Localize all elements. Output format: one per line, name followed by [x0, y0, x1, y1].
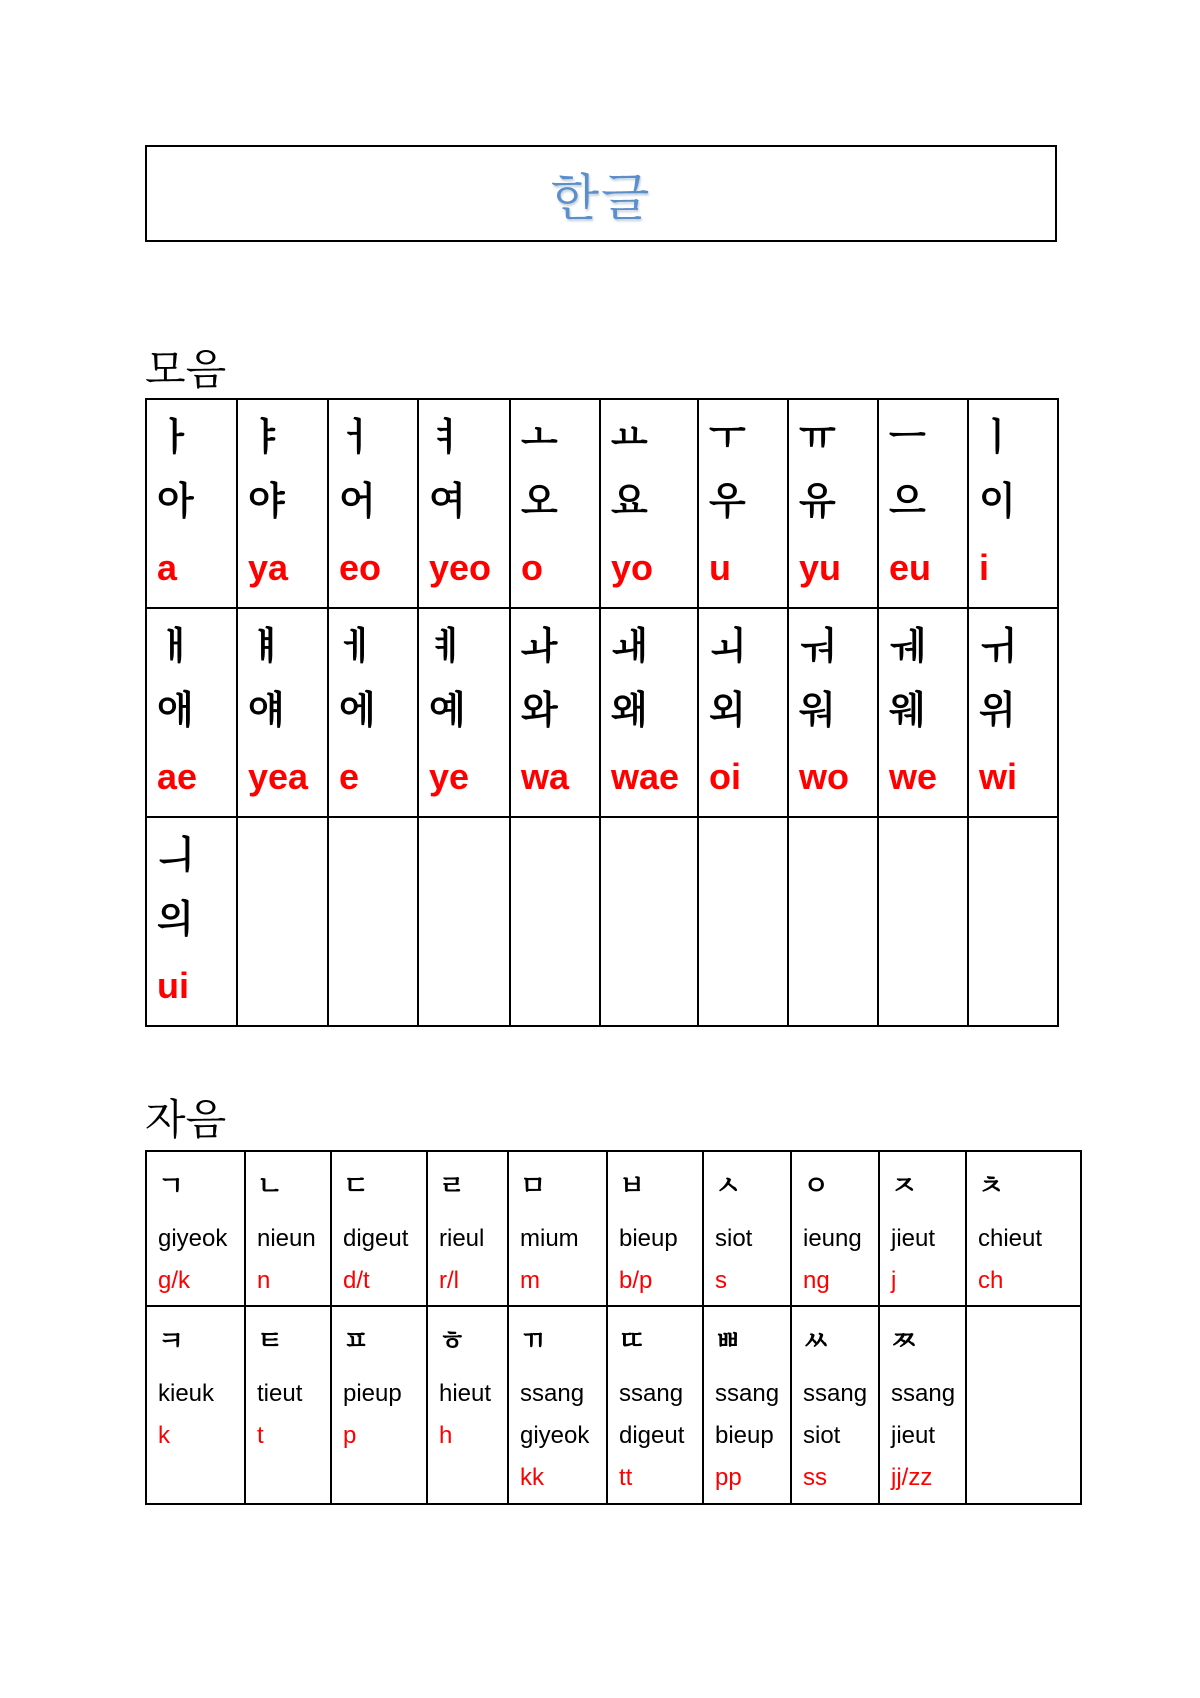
vowel-cell — [510, 608, 600, 817]
vowels-table — [145, 398, 1059, 1027]
consonant-romanization: g/k — [158, 1267, 191, 1294]
vowel-cell — [788, 399, 878, 608]
consonant-cell — [966, 1151, 1081, 1306]
consonant-cell — [146, 1306, 245, 1504]
vowel-jamo: ㅢ — [157, 833, 194, 877]
consonant-cell — [331, 1306, 427, 1504]
consonant-name: ssang — [803, 1380, 868, 1407]
consonant-jamo: ㄲ — [520, 1326, 547, 1357]
consonant-name: nieun — [257, 1225, 316, 1252]
consonant-jamo: ㄷ — [343, 1171, 370, 1202]
vowel-syllable: 의 — [157, 897, 194, 941]
vowel-cell — [788, 817, 878, 1026]
vowel-syllable — [611, 896, 697, 942]
consonant-name: giyeok — [158, 1225, 228, 1252]
vowel-syllable: 여 — [429, 479, 466, 523]
consonant-romanization: ng — [803, 1267, 830, 1294]
consonant-name: kieuk — [158, 1380, 215, 1407]
consonant-romanization: s — [715, 1267, 727, 1294]
vowel-cell — [146, 608, 237, 817]
consonant-name: ssang — [891, 1380, 956, 1407]
vowel-jamo: ㅣ — [979, 415, 1016, 459]
vowel-jamo: ㅓ — [339, 415, 376, 459]
vowel-cell — [968, 608, 1058, 817]
vowel-syllable: 예 — [429, 688, 466, 732]
consonant-cell — [245, 1151, 331, 1306]
consonant-jamo: ㅂ — [619, 1171, 646, 1202]
vowel-cell — [237, 817, 328, 1026]
vowel-jamo: ㅒ — [248, 624, 285, 668]
vowel-cell — [968, 399, 1058, 608]
consonant-romanization: j — [891, 1267, 897, 1294]
vowel-cell — [600, 817, 698, 1026]
vowel-jamo: ㅖ — [429, 624, 466, 668]
consonant-name: rieul — [439, 1225, 485, 1252]
vowel-jamo: ㅡ — [889, 415, 926, 459]
vowel-syllable: 이 — [979, 479, 1016, 523]
consonant-romanization: n — [257, 1267, 271, 1294]
consonant-name: hieut — [439, 1380, 492, 1407]
consonant-name: ssang — [619, 1380, 684, 1407]
vowel-cell — [328, 399, 418, 608]
consonants-heading: 자음 — [145, 1095, 227, 1144]
vowel-cell — [146, 817, 237, 1026]
vowel-cell — [788, 608, 878, 817]
consonant-name: siot — [715, 1225, 753, 1252]
consonant-cell — [879, 1151, 966, 1306]
vowel-jamo: ㅗ — [521, 415, 558, 459]
consonant-cell — [879, 1306, 966, 1504]
vowel-romanization: yo — [611, 547, 654, 588]
consonant-jamo: ㅈ — [891, 1171, 918, 1202]
consonant-name-line2: giyeok — [520, 1422, 590, 1449]
consonant-row — [146, 1306, 1081, 1504]
vowel-syllable: 어 — [339, 479, 376, 523]
consonant-cell — [703, 1306, 791, 1504]
vowel-romanization: yeo — [429, 547, 492, 588]
consonant-name: bieup — [619, 1225, 678, 1252]
vowel-cell — [237, 399, 328, 608]
consonant-romanization: m — [520, 1267, 540, 1294]
consonant-name: ssang — [715, 1380, 780, 1407]
vowel-romanization: ye — [429, 756, 470, 797]
consonant-jamo: ㄸ — [619, 1326, 646, 1357]
consonant-cell — [791, 1151, 879, 1306]
vowel-syllable: 외 — [709, 688, 746, 732]
vowel-romanization: we — [889, 756, 938, 797]
vowel-romanization: ya — [248, 547, 289, 588]
vowel-cell — [418, 817, 510, 1026]
vowel-cell — [510, 817, 600, 1026]
vowel-syllable: 에 — [339, 688, 376, 732]
vowel-syllable — [248, 896, 327, 942]
consonant-cell — [146, 1151, 245, 1306]
consonant-jamo: ㄱ — [158, 1171, 185, 1202]
consonant-name-line2: jieut — [891, 1422, 936, 1449]
vowel-cell — [878, 399, 968, 608]
vowel-jamo: ㅛ — [611, 415, 648, 459]
vowel-jamo: ㅟ — [979, 624, 1016, 668]
vowel-romanization: wi — [979, 756, 1018, 797]
vowel-syllable — [521, 896, 599, 942]
vowel-syllable: 오 — [521, 479, 558, 523]
vowel-cell — [328, 608, 418, 817]
vowel-syllable — [339, 896, 417, 942]
vowel-romanization: a — [157, 547, 178, 588]
title-box — [145, 145, 1057, 242]
vowel-cell — [600, 608, 698, 817]
vowel-jamo — [979, 832, 1057, 878]
consonant-romanization: ss — [803, 1464, 827, 1491]
vowel-romanization: wae — [611, 756, 680, 797]
consonant-romanization: tt — [619, 1464, 633, 1491]
consonant-name-line2: siot — [803, 1422, 841, 1449]
consonant-name: tieut — [257, 1380, 303, 1407]
consonant-cell — [508, 1306, 607, 1504]
vowel-cell — [698, 399, 788, 608]
consonant-name: pieup — [343, 1380, 402, 1407]
vowel-row — [146, 399, 1058, 608]
vowel-romanization: yu — [799, 547, 842, 588]
consonant-cell — [607, 1306, 703, 1504]
vowel-romanization: e — [339, 756, 360, 797]
vowels-heading: 모음 — [145, 345, 227, 394]
vowel-jamo — [611, 832, 697, 878]
vowel-jamo — [799, 832, 877, 878]
vowel-romanization: ae — [157, 756, 198, 797]
consonant-name: jieut — [891, 1225, 936, 1252]
vowel-jamo — [889, 832, 967, 878]
consonant-cell — [427, 1306, 508, 1504]
consonant-jamo: ㅌ — [257, 1326, 284, 1357]
vowel-syllable: 위 — [979, 688, 1016, 732]
vowel-syllable: 애 — [157, 688, 194, 732]
vowel-romanization: yea — [248, 756, 309, 797]
consonant-jamo: ㅃ — [715, 1326, 742, 1357]
vowel-jamo — [521, 832, 599, 878]
vowel-syllable: 웨 — [889, 688, 926, 732]
vowel-cell — [418, 608, 510, 817]
vowel-syllable: 와 — [521, 688, 558, 732]
consonant-name: ssang — [520, 1380, 585, 1407]
consonant-name-line2: digeut — [619, 1422, 685, 1449]
vowel-romanization: i — [979, 547, 990, 588]
consonant-romanization: jj/zz — [891, 1464, 933, 1491]
vowel-romanization: ui — [157, 965, 189, 1006]
vowel-syllable: 으 — [889, 479, 926, 523]
vowel-cell — [878, 608, 968, 817]
consonant-jamo: ㅁ — [520, 1171, 547, 1202]
vowel-syllable: 유 — [799, 479, 836, 523]
consonant-name-line2: bieup — [715, 1422, 774, 1449]
vowel-cell — [878, 817, 968, 1026]
vowel-syllable: 워 — [799, 688, 836, 732]
vowel-romanization: eo — [339, 547, 382, 588]
vowel-jamo — [709, 832, 787, 878]
vowel-row — [146, 817, 1058, 1026]
vowel-jamo — [248, 832, 327, 878]
consonant-cell — [703, 1151, 791, 1306]
vowel-cell — [698, 817, 788, 1026]
vowel-jamo: ㅐ — [157, 624, 194, 668]
consonant-name: digeut — [343, 1225, 409, 1252]
vowel-syllable: 우 — [709, 479, 746, 523]
vowel-syllable: 요 — [611, 479, 648, 523]
consonants-table — [145, 1150, 1082, 1505]
vowel-romanization: u — [709, 547, 731, 588]
vowel-jamo — [339, 832, 417, 878]
vowel-romanization: eu — [889, 547, 932, 588]
consonant-jamo — [978, 1327, 1080, 1357]
vowel-jamo — [429, 832, 509, 878]
consonant-name: chieut — [978, 1225, 1043, 1252]
consonant-jamo: ㅅ — [715, 1171, 742, 1202]
consonant-jamo: ㅋ — [158, 1326, 185, 1357]
vowel-syllable — [979, 896, 1057, 942]
vowel-jamo: ㅚ — [709, 624, 746, 668]
consonant-romanization: ch — [978, 1267, 1004, 1294]
consonant-row — [146, 1151, 1081, 1306]
vowel-romanization: wo — [799, 756, 849, 797]
vowel-romanization: o — [521, 547, 543, 588]
page-title: 한글 — [550, 168, 652, 227]
vowel-jamo: ㅔ — [339, 624, 376, 668]
vowel-jamo: ㅝ — [799, 624, 836, 668]
vowel-syllable: 아 — [157, 479, 194, 523]
vowel-romanization: oi — [709, 756, 741, 797]
vowel-syllable — [799, 896, 877, 942]
consonant-cell — [966, 1306, 1081, 1504]
vowel-syllable — [709, 896, 787, 942]
vowel-jamo: ㅕ — [429, 415, 466, 459]
vowel-cell — [698, 608, 788, 817]
vowel-jamo: ㅑ — [248, 415, 285, 459]
vowel-syllable — [889, 896, 967, 942]
consonant-romanization: b/p — [619, 1267, 653, 1294]
vowel-syllable: 얘 — [248, 688, 285, 732]
consonant-cell — [427, 1151, 508, 1306]
vowel-cell — [510, 399, 600, 608]
consonant-jamo: ㅊ — [978, 1171, 1005, 1202]
consonant-cell — [607, 1151, 703, 1306]
consonant-jamo: ㅉ — [891, 1326, 918, 1357]
consonant-cell — [791, 1306, 879, 1504]
consonant-romanization: kk — [520, 1464, 544, 1491]
consonant-name: ieung — [803, 1225, 862, 1252]
vowel-jamo: ㅙ — [611, 624, 648, 668]
consonant-romanization: p — [343, 1422, 357, 1449]
vowel-cell — [968, 817, 1058, 1026]
consonant-cell — [245, 1306, 331, 1504]
vowel-jamo: ㅞ — [889, 624, 926, 668]
consonant-romanization: pp — [715, 1464, 742, 1491]
vowel-jamo: ㅠ — [799, 415, 836, 459]
vowel-cell — [328, 817, 418, 1026]
consonant-romanization: k — [158, 1422, 170, 1449]
consonant-jamo: ㅎ — [439, 1326, 466, 1357]
consonant-cell — [508, 1151, 607, 1306]
vowel-cell — [418, 399, 510, 608]
vowel-syllable: 왜 — [611, 688, 648, 732]
vowel-syllable: 야 — [248, 479, 285, 523]
vowel-jamo: ㅘ — [521, 624, 558, 668]
consonant-romanization: t — [257, 1422, 264, 1449]
vowel-jamo: ㅜ — [709, 415, 746, 459]
vowel-romanization: wa — [521, 756, 570, 797]
consonant-romanization: d/t — [343, 1267, 370, 1294]
consonant-cell — [331, 1151, 427, 1306]
consonant-romanization: h — [439, 1422, 453, 1449]
vowel-cell — [146, 399, 237, 608]
consonant-romanization: r/l — [439, 1267, 459, 1294]
consonant-jamo: ㅆ — [803, 1326, 830, 1357]
vowel-jamo: ㅏ — [157, 415, 194, 459]
vowel-cell — [600, 399, 698, 608]
consonant-jamo: ㄹ — [439, 1171, 466, 1202]
consonant-jamo: ㅍ — [343, 1326, 370, 1357]
consonant-jamo: ㅇ — [803, 1171, 830, 1202]
consonant-jamo: ㄴ — [257, 1171, 284, 1202]
vowel-syllable — [429, 896, 509, 942]
vowel-cell — [237, 608, 328, 817]
consonant-name: mium — [520, 1225, 579, 1252]
vowel-row — [146, 608, 1058, 817]
